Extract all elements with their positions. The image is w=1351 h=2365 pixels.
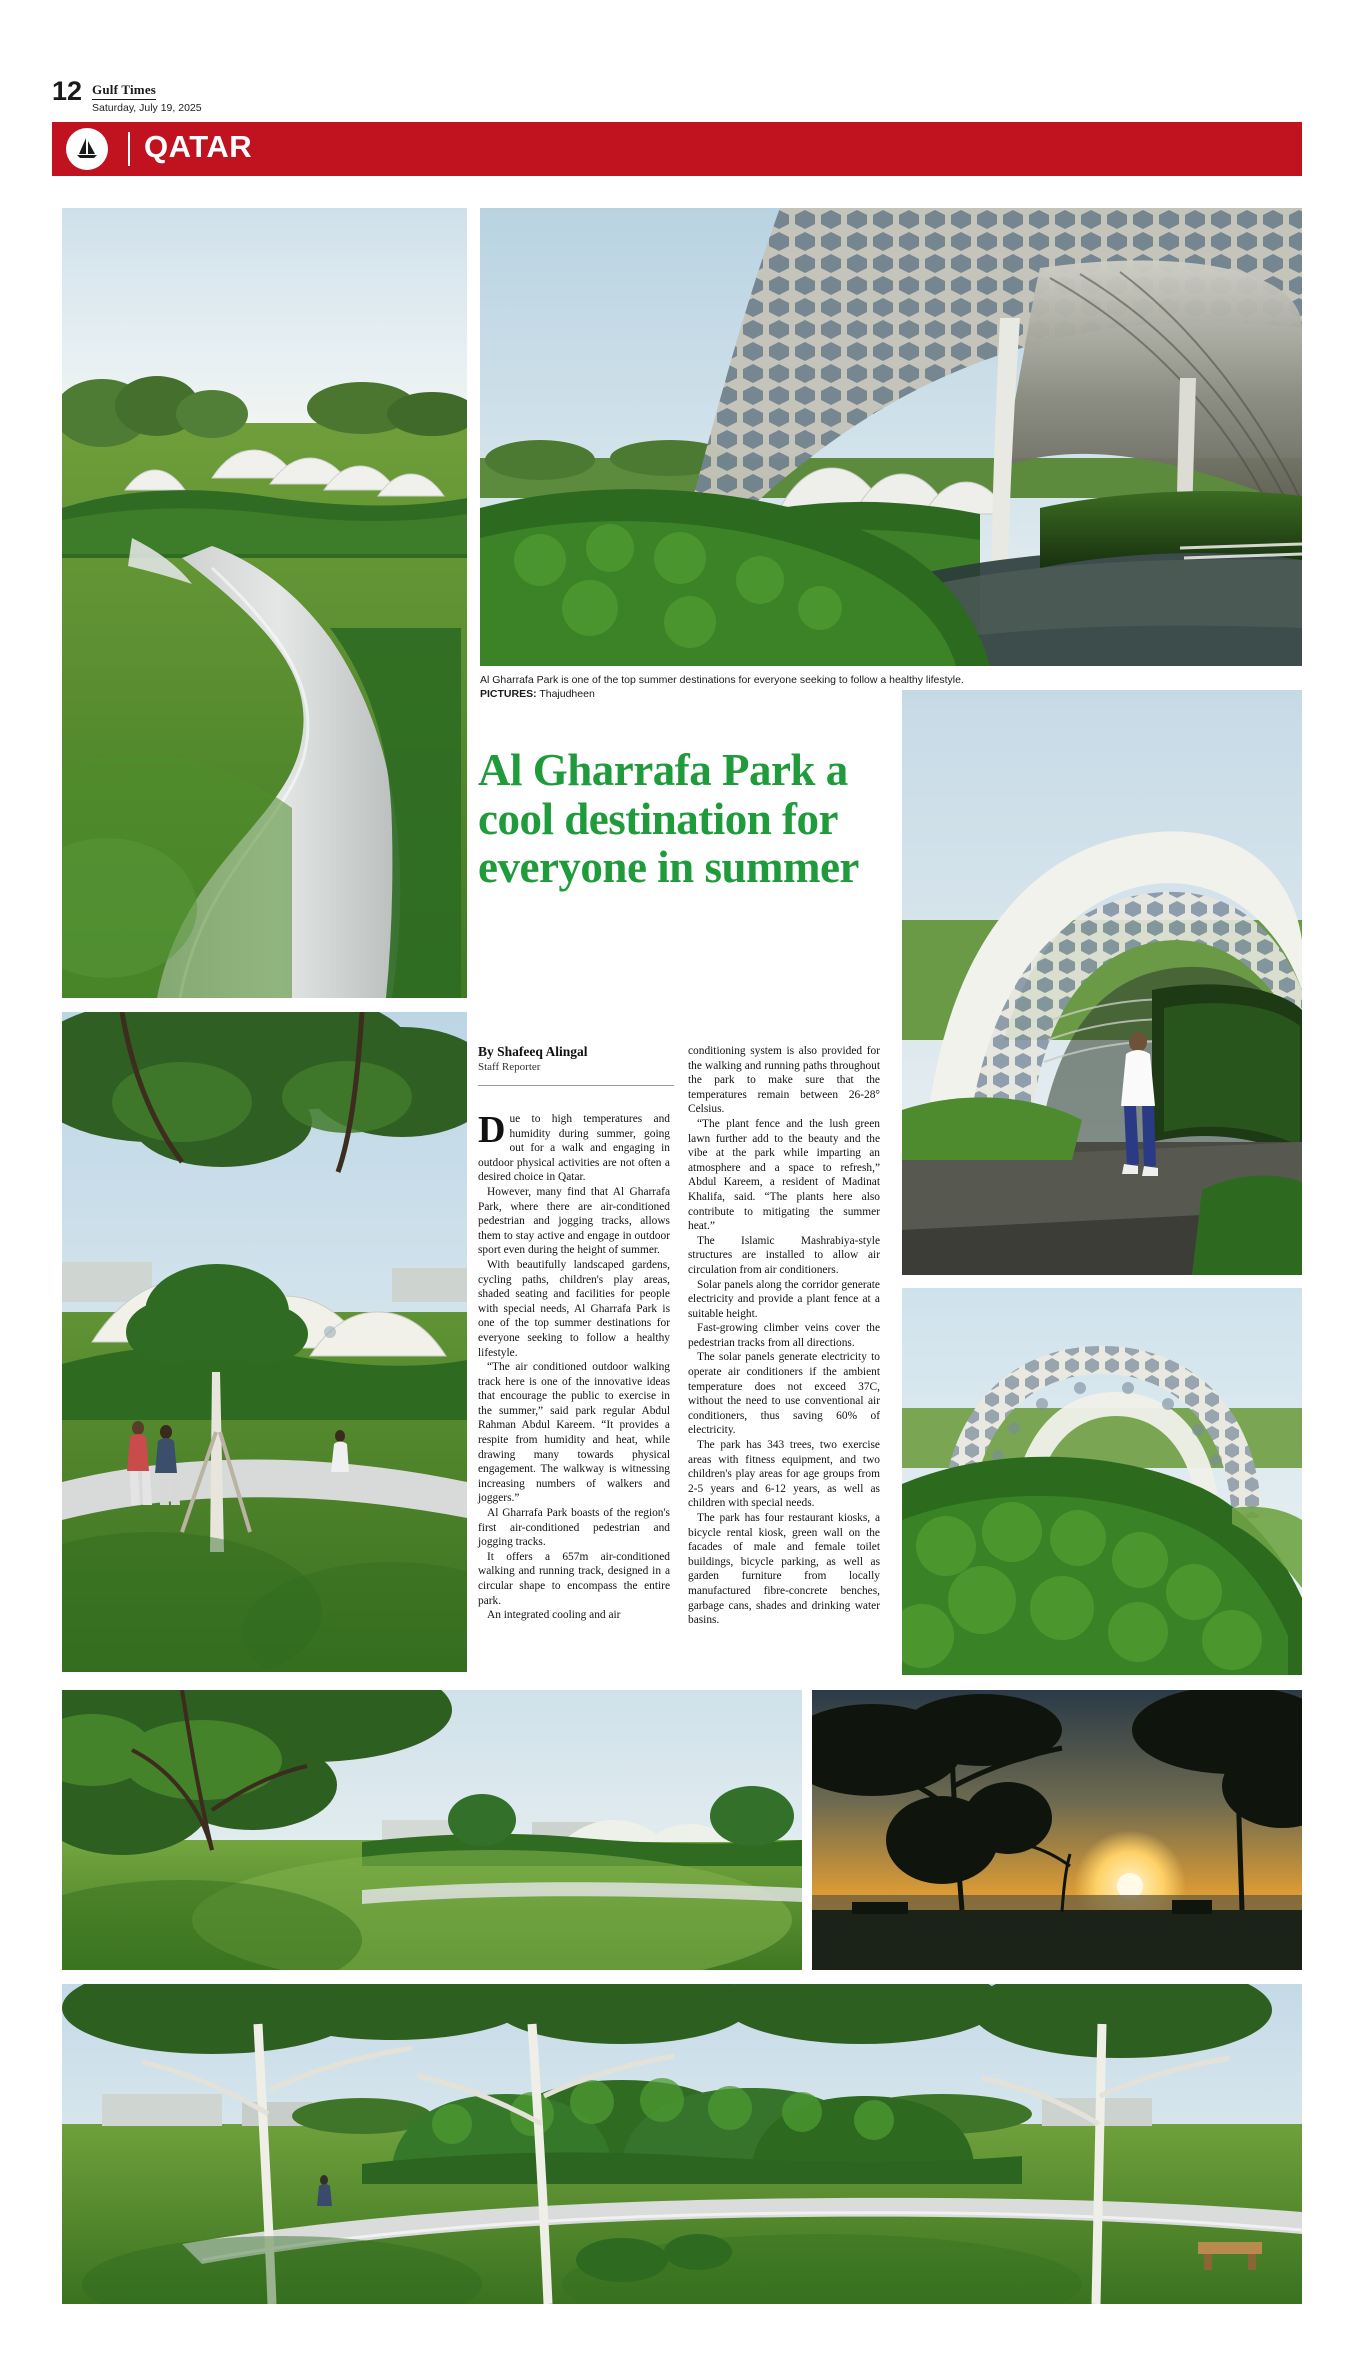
page-number: 12 — [52, 76, 83, 106]
photo-mashrabiya-canopy-main — [480, 208, 1302, 666]
caption-credit-name: Thajudheen — [536, 687, 595, 700]
caption-credit-label: PICTURES: — [480, 687, 537, 700]
photo-green-hedge-canopy-right — [902, 1288, 1302, 1675]
photo-sunset-trees — [812, 1690, 1302, 1970]
article-column-1 — [478, 1109, 670, 1623]
byline — [478, 1044, 674, 1073]
article-paragraph: “The air conditioned outdoor walking track here is one of the innovative ideas that encourage the public to exercise in the summer,” said park regular Abdul Rahman Abdul Kareem. “It provides a respite from humidity and heat, while drawing many towards physical engagement. The walkway is witnessing increasing numbers of walkers and joggers.” — [478, 1361, 670, 1505]
article-paragraph: “The plant fence and the lush green lawn further add to the beauty and the vibe at the park while imparting an atmosphere and a space to refresh,” Abdul Kareem, a resident of Madinat Khalifa, said. “The plants here also contribute to mitigating the summer heat.” — [688, 1117, 880, 1233]
article-paragraph: However, many find that Al Gharrafa Park, where there are air-conditioned pedestrian and jogging tracks, allows them to stay active and engage in outdoor sport even during the height of summer. — [478, 1185, 670, 1257]
masthead-text — [92, 78, 202, 114]
section-bar — [52, 122, 1302, 176]
section-divider — [128, 132, 130, 166]
photo-lawn-trees-bottom-left — [62, 1690, 802, 1970]
photo-walker-under-canopy — [902, 690, 1302, 1275]
paper-name: Gulf Times — [92, 82, 156, 100]
article-paragraph: It offers a 657m air-conditioned walking and running track, designed in a circular shape to encompass the entire park. — [478, 1550, 670, 1607]
article-paragraph: The park has four restaurant kiosks, a bicycle rental kiosk, green wall on the facades of male and female toilet buildings, bicycle parking, as well as garden furniture from locally manufactured fibre-concrete benches, garbage cans, shades and drinking water basins. — [688, 1512, 880, 1627]
article-paragraph: Due to high temperatures and humidity during summer, going out for a walk and engaging in outdoor physical activities are not often a desired choice in Qatar. — [478, 1109, 670, 1184]
photo-trees-and-canopy-left — [62, 1012, 467, 1672]
drop-cap: D — [478, 1109, 506, 1151]
publication-date: Saturday, July 19, 2025 — [92, 102, 202, 114]
article-paragraph: An integrated cooling and air — [487, 1609, 621, 1622]
caption-text: Al Gharrafa Park is one of the top summer destinations for everyone seeking to follow a healthy lifestyle. — [480, 674, 964, 686]
byline-rule — [478, 1085, 674, 1086]
byline-author: By Shafeeq Alingal — [478, 1044, 588, 1059]
article-paragraph: The solar panels generate electricity to operate air conditioners if the ambient temperature does not exceed 37C, without the need to use conventional air conditioners, thus saving 60% of electricity. — [688, 1351, 880, 1437]
article-paragraph: conditioning system is also provided for the walking and running paths throughout the park to make sure that the temperatures remain between 26-28° Celsius. — [688, 1045, 880, 1116]
article-paragraph: The Islamic Mashrabiya-style structures are installed to allow air circulation from air conditioners. — [688, 1234, 880, 1276]
page-title: Al Gharrafa Park a cool destination for everyone in summer — [478, 745, 859, 893]
photo-panorama-bottom — [62, 1984, 1302, 2304]
article-paragraph: With beautifully landscaped gardens, cycling paths, children's play areas, shaded seating and facilities for people with special needs, Al Gharrafa Park is one of the top summer destinations for everyone seeking to follow a healthy lifestyle. — [478, 1258, 670, 1359]
article-column-2 — [688, 1044, 880, 1628]
masthead — [52, 78, 1302, 118]
photo-park-pathway-left — [62, 208, 467, 998]
dhow-boat-icon — [66, 128, 108, 170]
article-paragraph: The park has 343 trees, two exercise areas with fitness equipment, and two children's play areas for age groups from 2-5 years and 6-12 years, as well as children with special needs. — [688, 1439, 880, 1510]
article-paragraph: Solar panels along the corridor generate electricity and provide a plant fence at a suitable height. — [688, 1278, 880, 1320]
article-paragraph: Al Gharrafa Park boasts of the region's first air-conditioned pedestrian and jogging tracks. — [478, 1507, 670, 1549]
article-paragraph: Fast-growing climber veins cover the pedestrian tracks from all directions. — [688, 1322, 880, 1349]
section-title: QATAR — [144, 129, 253, 164]
byline-role: Staff Reporter — [478, 1061, 541, 1073]
